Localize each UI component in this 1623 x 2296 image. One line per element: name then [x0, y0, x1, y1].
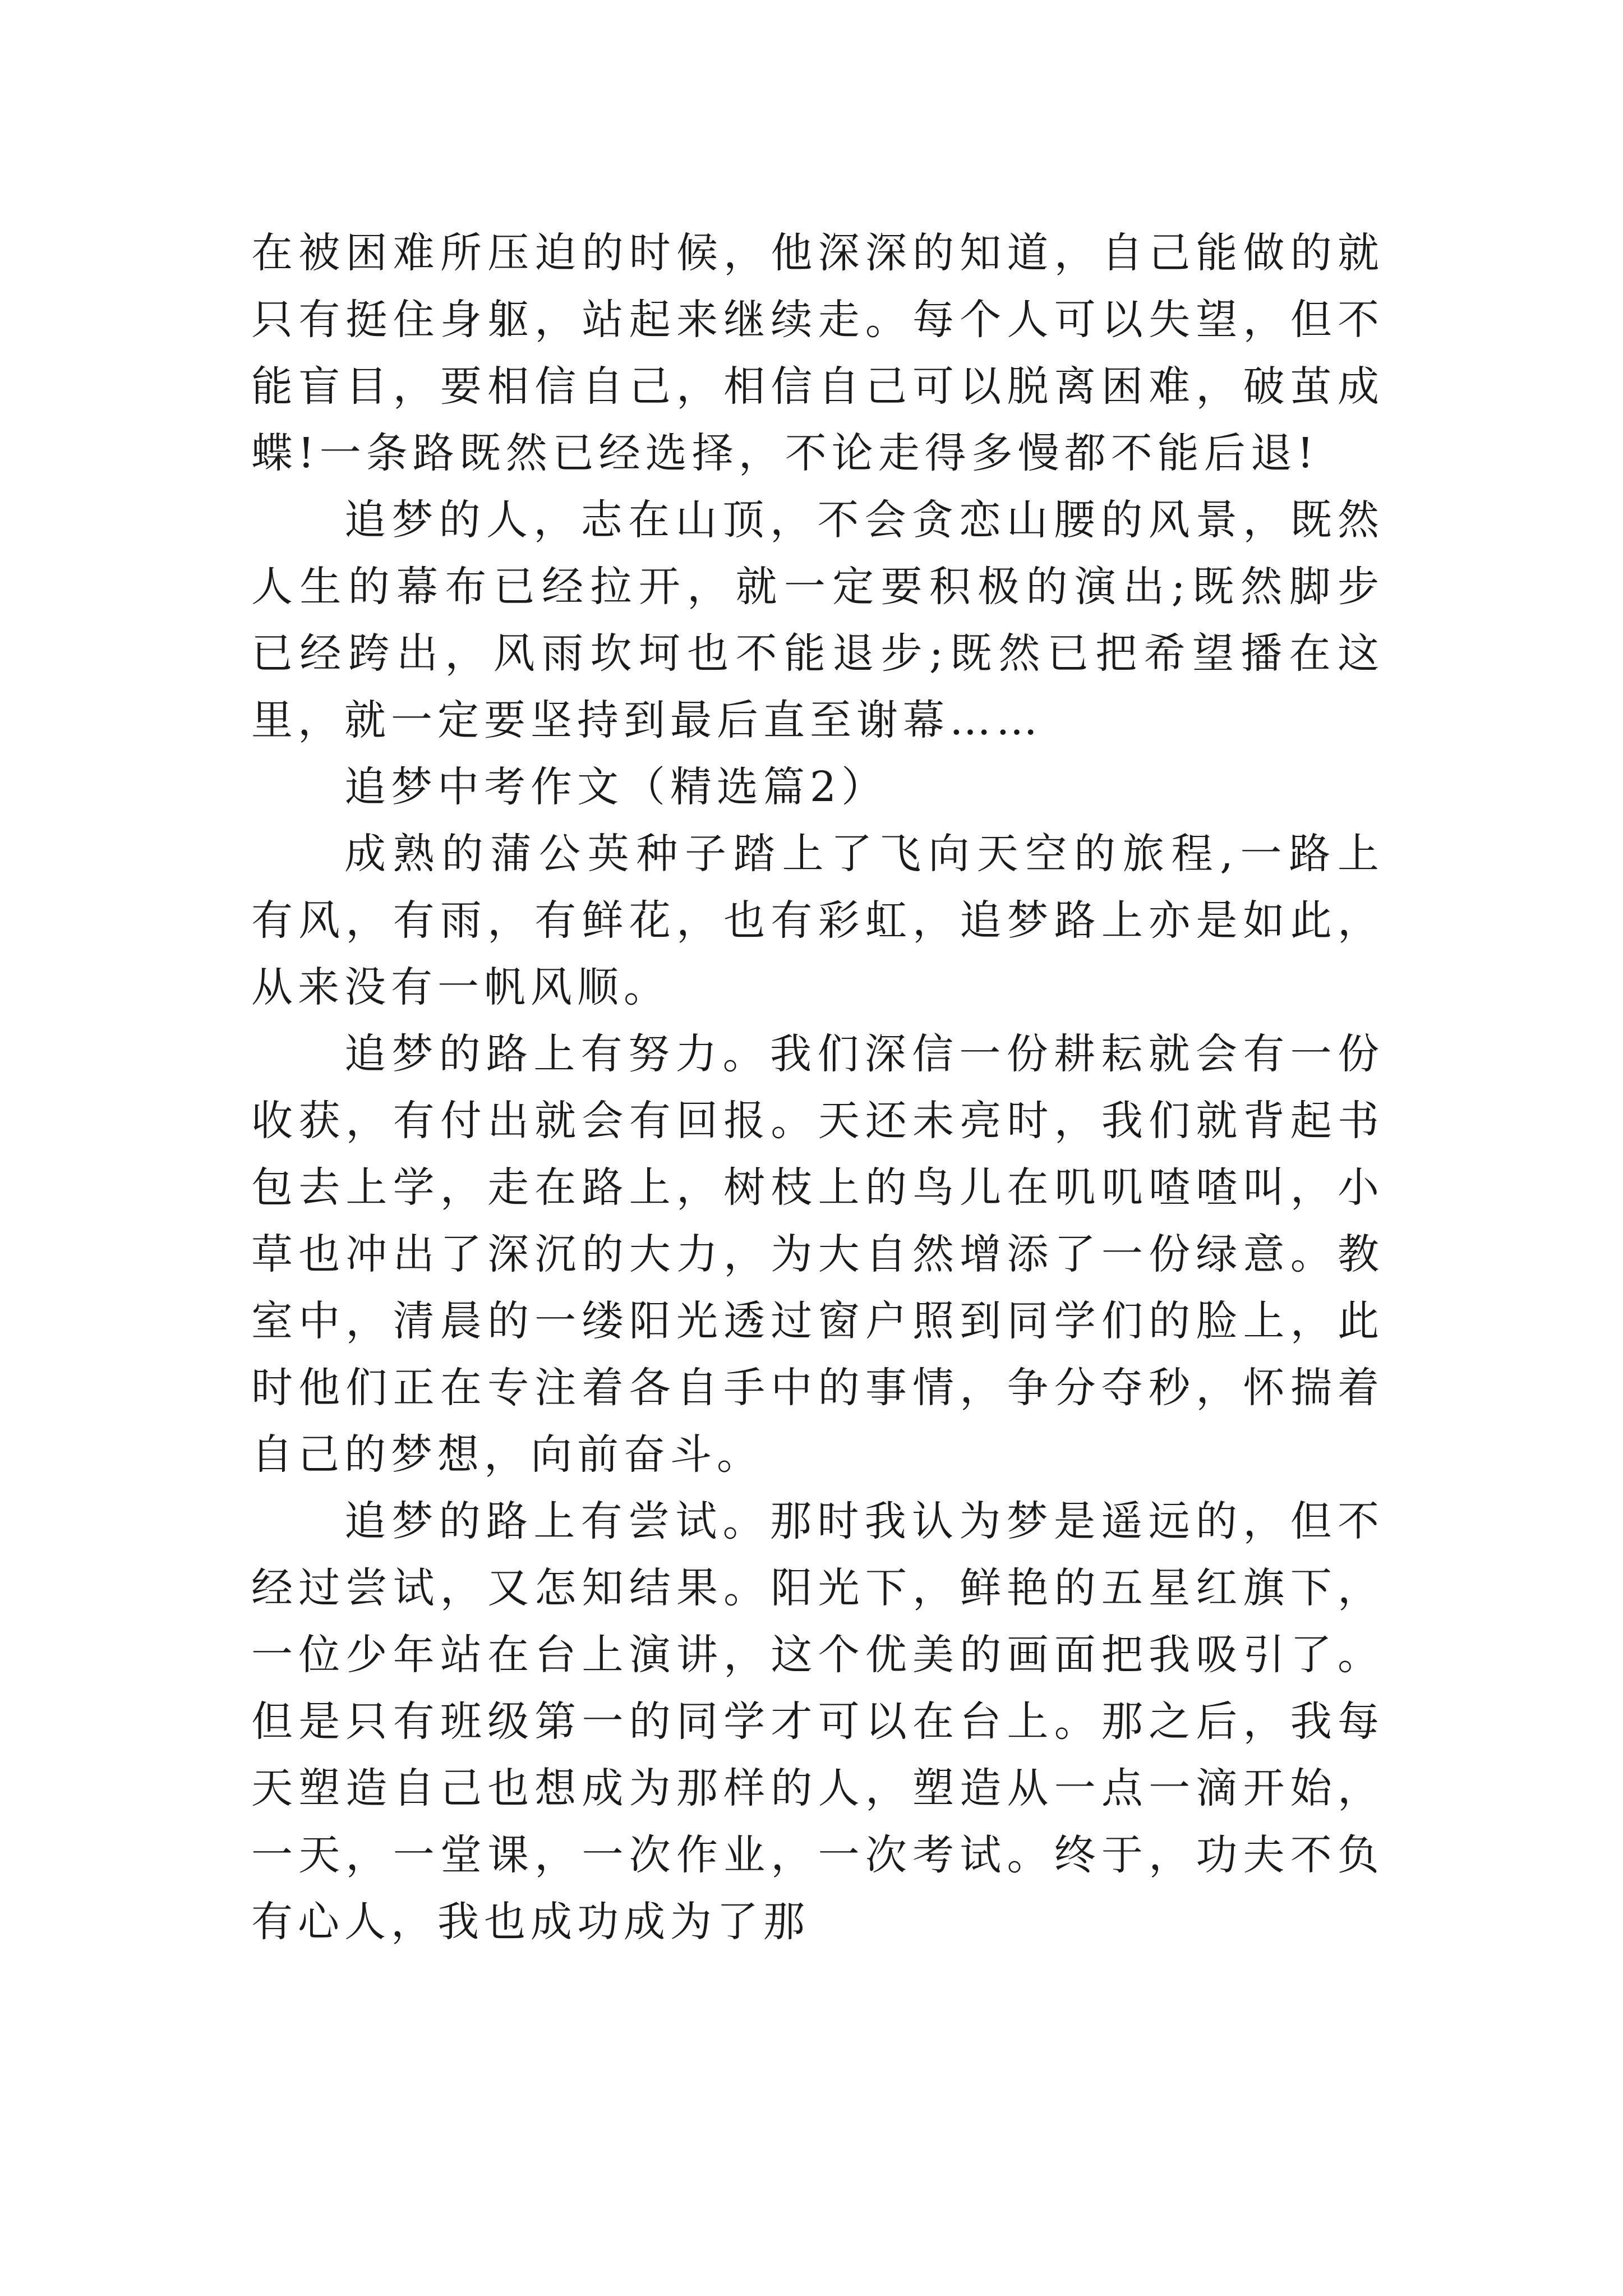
paragraph-continuation: 在被困难所压迫的时候，他深深的知道，自己能做的就只有挺住身躯，站起来继续走。每个人可以失望，但不能盲目，要相信自己，相信自己可以脱离困难，破茧成蝶!一条路既然已经选择，不论走得多慢都不能后退! — [251, 229, 1384, 477]
paragraph-dandelion: 成熟的蒲公英种子踏上了飞向天空的旅程,一路上有风，有雨，有鲜花，也有彩虹，追梦路上亦是如此，从来没有一帆风顺。 — [251, 830, 1384, 1011]
section-heading: 追梦中考作文（精选篇2） — [344, 763, 888, 811]
paragraph-attempt: 追梦的路上有尝试。那时我认为梦是遥远的，但不经过尝试，又怎知结果。阳光下，鲜艳的五星红旗下，一位少年站在台上演讲，这个优美的画面把我吸引了。但是只有班级第一的同学才可以在台上。那之后，我每天塑造自己也想成为那样的人，塑造从一点一滴开始，一天，一堂课，一次作业，一次考试。终于，功夫不负有心人，我也成功成为了那 — [251, 1497, 1384, 1946]
document-body — [251, 220, 1384, 1955]
paragraph-effort: 追梦的路上有努力。我们深信一份耕耘就会有一份收获，有付出就会有回报。天还未亮时，我们就背起书包去上学，走在路上，树枝上的鸟儿在叽叽喳喳叫，小草也冲出了深沉的大力，为大自然增添了一份绿意。教室中，清晨的一缕阳光透过窗户照到同学们的脸上，此时他们正在专注着各自手中的事情，争分夺秒，怀揣着自己的梦想，向前奋斗。 — [251, 1030, 1384, 1479]
paragraph-dream-summit: 追梦的人，志在山顶，不会贪恋山腰的风景，既然人生的幕布已经拉开，就一定要积极的演出;既然脚步已经跨出，风雨坎坷也不能退步;既然已把希望播在这里，就一定要坚持到最后直至谢幕…… — [251, 496, 1384, 744]
